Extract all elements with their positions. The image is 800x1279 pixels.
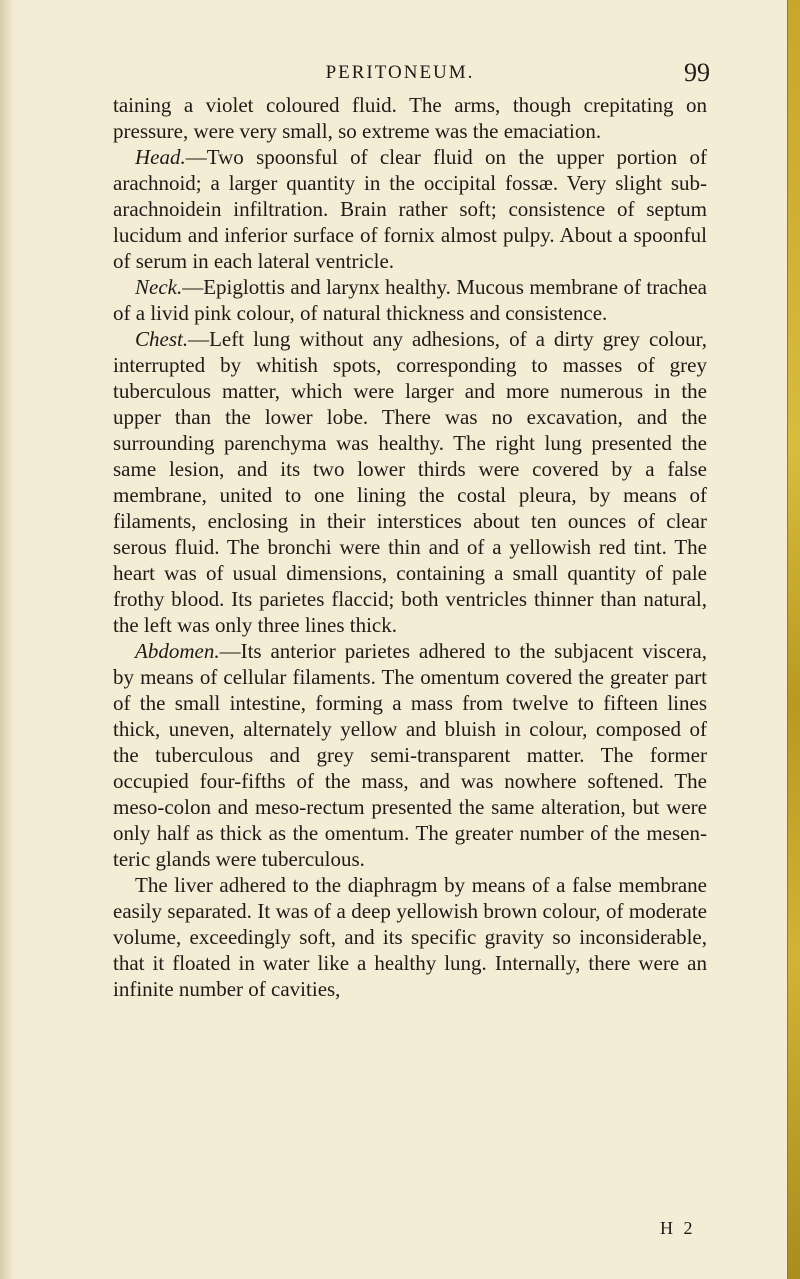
paragraph-chest — [113, 326, 707, 638]
paragraph-abdomen — [113, 638, 707, 872]
section-heading-chest: Chest. — [135, 327, 189, 351]
page-edge-strip — [787, 0, 800, 1279]
paragraph-text: —Two spoonsful of clear fluid on the upper portion of arachnoid; a larger quantity in the occipital fossæ. Very slight sub-arachnoidein infiltration. Brain rather soft; consistence of septum lucidum and inferior surface of fornix almost pulpy. About a spoonful of serum in each lateral ventricle. — [113, 145, 707, 273]
section-heading-head: Head. — [135, 145, 186, 169]
paragraph-text: taining a violet coloured fluid. The arms, though crepitating on pressure, were very small, so extreme was the emaciation. — [113, 93, 707, 143]
paragraph-text: —Left lung without any adhesions, of a dirty grey colour, interrupted by whitish spots, corresponding to masses of grey tuberculous matter, which were larger and more numerous in the upper than the lower lobe. There was no excavation, and the surrounding parenchyma was healthy. The right lung presented the same lesion, and its two lower thirds were covered by a false membrane, united to one lining the costal pleura, by means of filaments, enclosing in their interstices about ten ounces of clear serous fluid. The bronchi were thin and of a yellowish red tint. The heart was of usual dimensions, containing a small quantity of pale frothy blood. Its parietes flaccid; both ventricles thinner than natural, the left was only three lines thick. — [113, 327, 707, 637]
paragraph-text: —Its anterior parietes adhered to the subjacent viscera, by means of cellular filaments. The omentum covered the greater part of the small intestine, forming a mass from twelve to fifteen lines thick, uneven, alternately yellow and bluish in colour, composed of the tuberculous and grey semi-transparent matter. The former occupied four-fifths of the mass, and was nowhere softened. The meso-colon and meso-rectum presented the same alteration, but were only half as thick as the omentum. The greater number of the mesenteric glands were tuberculous. — [113, 639, 707, 871]
paragraph-liver — [113, 872, 707, 1002]
paragraph-text: —Epiglottis and larynx healthy. Mucous membrane of trachea of a livid pink colour, of natural thickness and consistence. — [113, 275, 707, 325]
signature-mark: H 2 — [660, 1218, 696, 1238]
paragraph-text: The liver adhered to the diaphragm by means of a false membrane easily separated. It was of a deep yellowish brown colour, of moderate volume, exceedingly soft, and its specific gravity so inconsiderable, that it floated in water like a healthy lung. Internally, there were an infinite number of cavities, — [113, 873, 707, 1001]
section-heading-neck: Neck. — [135, 275, 183, 299]
gutter-shadow — [0, 0, 14, 1279]
paragraph-head — [113, 144, 707, 274]
page-number: 99 — [684, 58, 710, 87]
paragraph-neck — [113, 274, 707, 326]
running-title: PERITONEUM. — [325, 62, 475, 83]
section-heading-abdomen: Abdomen. — [135, 639, 220, 663]
paragraph-continuation — [113, 92, 707, 144]
body-text — [113, 92, 707, 1002]
page-header — [90, 60, 710, 90]
